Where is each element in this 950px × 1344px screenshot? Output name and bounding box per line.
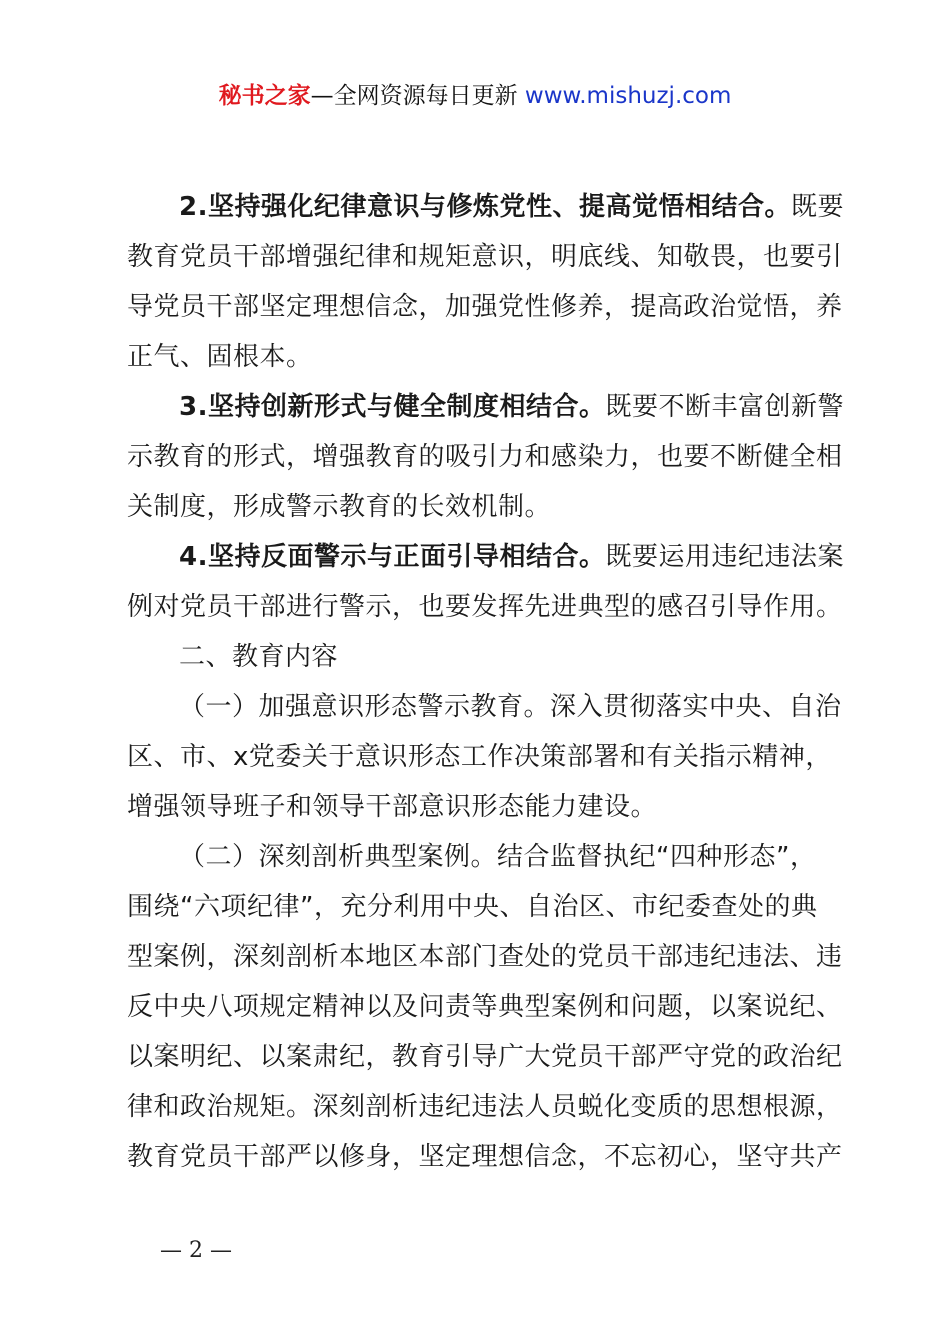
paragraph-2-heading: 2.坚持强化纪律意识与修炼党性、提高觉悟相结合。 bbox=[179, 192, 791, 222]
brand-name: 秘书之家 bbox=[218, 83, 311, 109]
section-heading: 二、教育内容 bbox=[179, 642, 339, 672]
paragraph-4-line-1: 4.坚持反面警示与正面引导相结合。既要运用违纪违法案 bbox=[179, 542, 844, 572]
subsection-2-line-7: 教育党员干部严以修身，坚定理想信念，不忘初心，坚守共产 bbox=[127, 1142, 843, 1172]
paragraph-2-line-3: 导党员干部坚定理想信念，加强党性修养，提高政治觉悟，养 bbox=[127, 292, 843, 322]
paragraph-3-heading: 3.坚持创新形式与健全制度相结合。 bbox=[179, 392, 606, 422]
paragraph-2-line-4: 正气、固根本。 bbox=[127, 342, 313, 372]
subsection-2-line-4: 反中央八项规定精神以及问责等典型案例和问题，以案说纪、 bbox=[127, 992, 843, 1022]
paragraph-2-line-2: 教育党员干部增强纪律和规矩意识，明底线、知敬畏，也要引 bbox=[127, 242, 843, 272]
subsection-1-line-2: 区、市、x党委关于意识形态工作决策部署和有关指示精神， bbox=[127, 742, 832, 772]
site-url-link[interactable]: www.mishuzj.com bbox=[524, 83, 732, 109]
site-banner bbox=[0, 80, 950, 112]
subsection-2-line-5: 以案明纪、以案肃纪，教育引导广大党员干部严守党的政治纪 bbox=[127, 1042, 843, 1072]
subsection-1-line-1: （一）加强意识形态警示教育。深入贯彻落实中央、自治 bbox=[179, 692, 842, 722]
paragraph-3-line-2: 示教育的形式，增强教育的吸引力和感染力，也要不断健全相 bbox=[127, 442, 843, 472]
subsection-2-line-3: 型案例，深刻剖析本地区本部门查处的党员干部违纪违法、违 bbox=[127, 942, 843, 972]
paragraph-3-line-1: 3.坚持创新形式与健全制度相结合。既要不断丰富创新警 bbox=[179, 392, 844, 422]
subsection-2-line-1: （二）深刻剖析典型案例。结合监督执纪“四种形态”， bbox=[179, 842, 817, 872]
paragraph-4-line-2: 例对党员干部进行警示，也要发挥先进典型的感召引导作用。 bbox=[127, 592, 843, 622]
subsection-2-line-6: 律和政治规矩。深刻剖析违纪违法人员蜕化变质的思想根源， bbox=[127, 1092, 843, 1122]
document-body bbox=[127, 182, 844, 1182]
subsection-2-line-2: 围绕“六项纪律”，充分利用中央、自治区、市纪委查处的典 bbox=[127, 892, 818, 922]
banner-tagline: —全网资源每日更新 bbox=[310, 83, 518, 109]
paragraph-3-line-3: 关制度，形成警示教育的长效机制。 bbox=[127, 492, 552, 522]
subsection-1-line-3: 增强领导班子和领导干部意识形态能力建设。 bbox=[127, 792, 658, 822]
paragraph-4-heading: 4.坚持反面警示与正面引导相结合。 bbox=[179, 542, 606, 572]
page-number: — 2 — bbox=[160, 1238, 232, 1263]
paragraph-2-line-1: 2.坚持强化纪律意识与修炼党性、提高觉悟相结合。既要 bbox=[179, 192, 844, 222]
